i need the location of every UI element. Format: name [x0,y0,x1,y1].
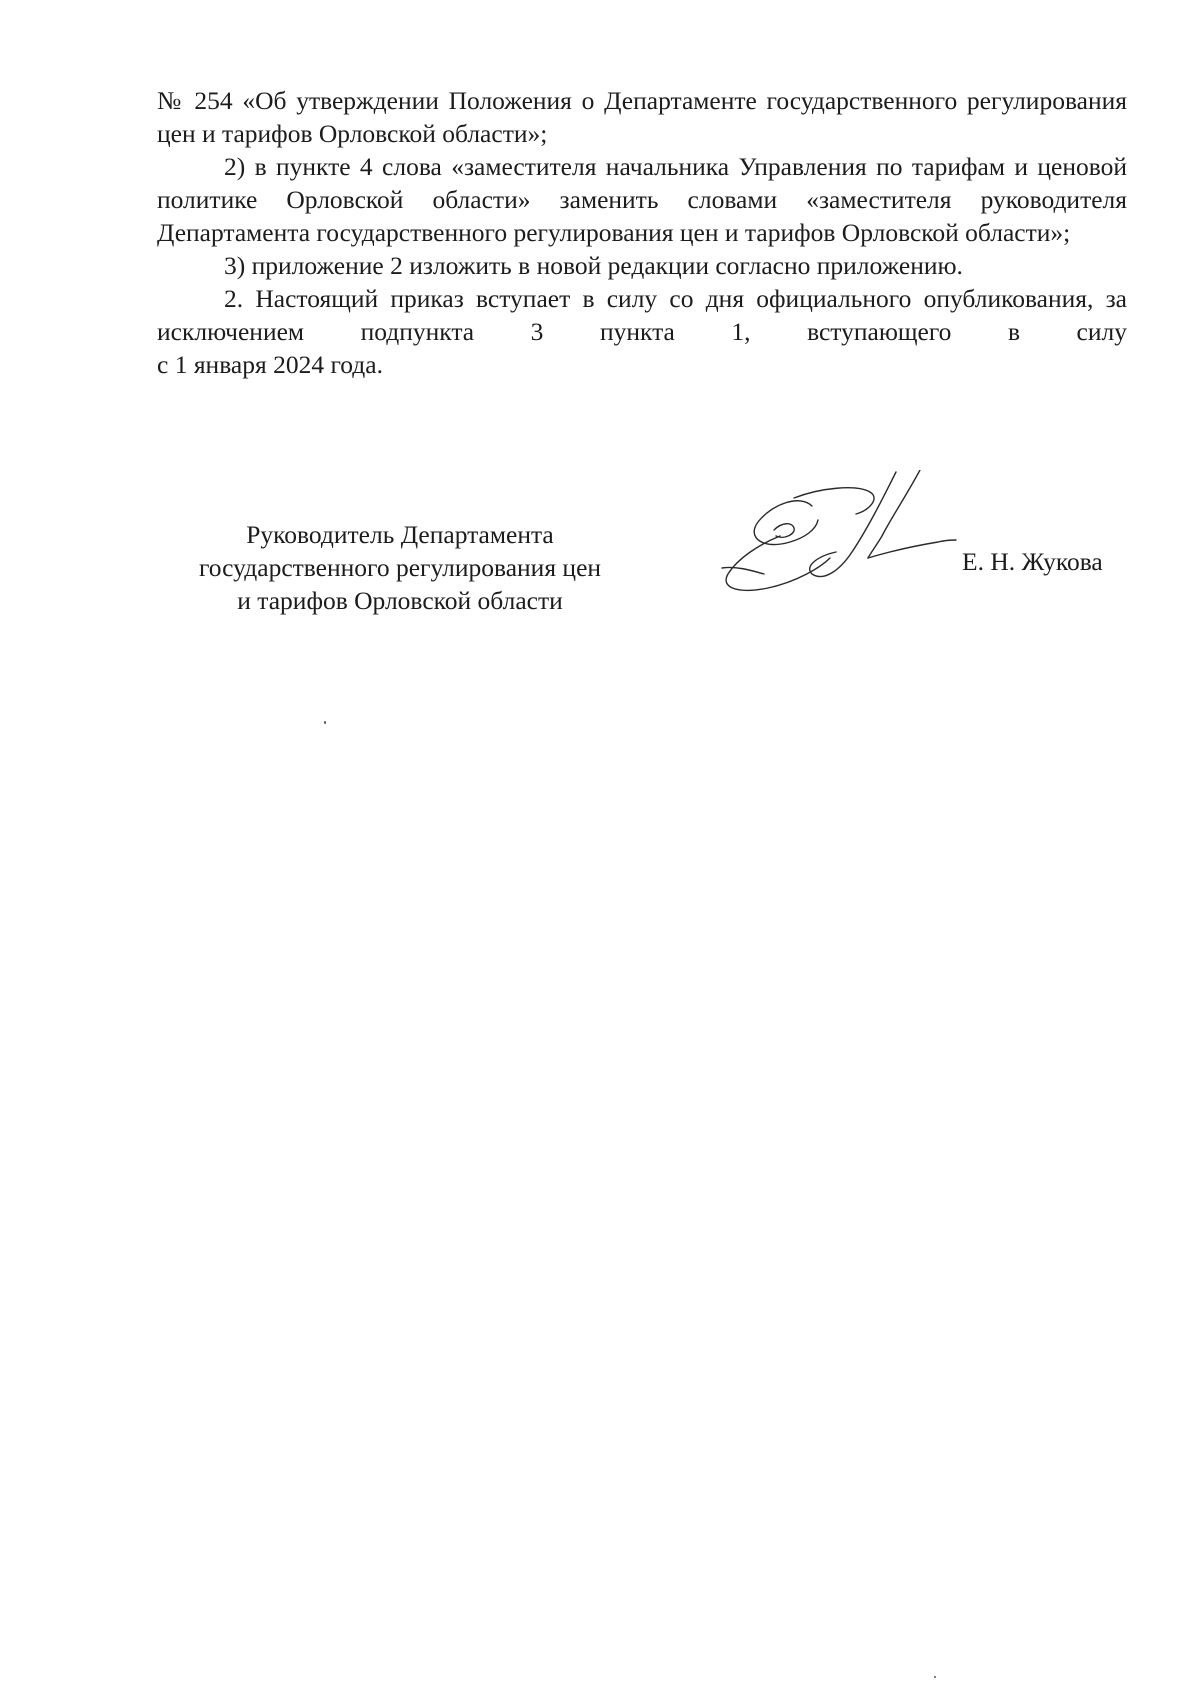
paragraph-item-3: 3) приложение 2 изложить в новой редакции согласно приложению. [224,251,963,280]
document-body [157,84,1127,381]
paragraph-item-2: 2) в пункте 4 слова «заместителя начальника Управления по тарифам и ценовой политике Орловской области» заменить словами «заместителя руководителя Департамента государственного регулирования цен и тарифов Орловской области»; [157,152,1127,247]
paragraph-decree-reference: № 254 «Об утверждении Положения о Департаменте государственного регулирования цен и тарифов Орловской области»; [157,86,1127,148]
paragraph-effective-date: 2. Настоящий приказ вступает в силу со дня официального опубликования, за исключением подпункта 3 пункта 1, вступающего в силу [157,284,1127,346]
signatory-position-line: Руководитель Департамента [246,520,554,549]
signatory-position-line: государственного регулирования цен [198,553,602,582]
signatory-position-line: и тарифов Орловской области [237,586,563,615]
signatory-position [160,518,640,617]
signatory-name: Е. Н. Жукова [962,547,1103,576]
scan-speck [324,721,326,724]
scan-speck [934,1676,936,1678]
paragraph-effective-date-continued: с 1 января 2024 года. [157,350,383,379]
handwritten-signature [720,470,960,605]
